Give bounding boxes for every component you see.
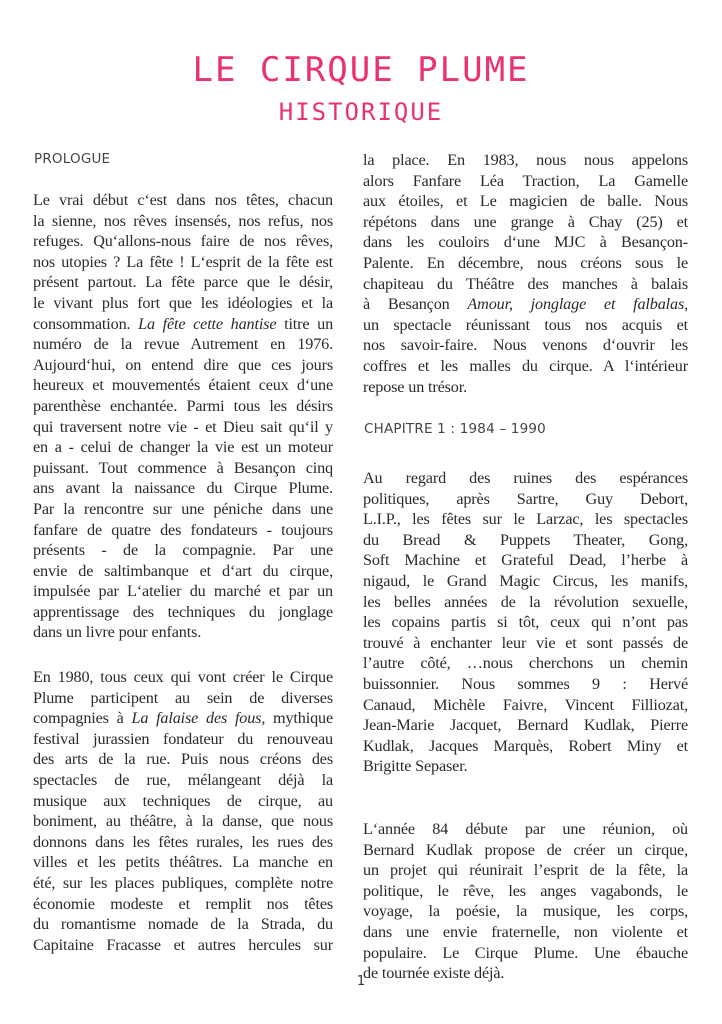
text-line [33,375,333,396]
text-segment: en a - celui de changer la vie est un moteur [33,438,333,457]
section-heading-chapitre-1: CHAPITRE 1 : 1984 – 1990 [364,421,546,437]
text-segment: nos utopies ? La fête ! L‘esprit de la fête est [33,252,333,271]
text-segment: , [684,295,689,314]
text-segment: un projet qui réunirait l’esprit de la fête, la [363,861,688,880]
text-line [33,437,333,458]
text-line [363,315,688,336]
text-segment: Brigitte Sepaser. [363,757,468,776]
text-segment: coffres et les malles du cirque. A l‘intérieur [363,356,688,375]
paragraph-chapitre1-p2 [363,819,688,984]
text-line [363,232,688,253]
text-line [33,729,333,750]
text-line [33,293,333,314]
text-segment: buissonnier. Nous sommes 9 : Hervé [363,674,688,693]
text-segment: trouvé à enchanter leur vie et sont passés de [363,633,688,652]
text-segment: numéro de la revue Autrement en 1976. [33,335,333,354]
text-segment: Par la rencontre sur une péniche dans une [33,499,333,518]
text-segment: Kudlak, Jacques Marquès, Robert Miny et [363,736,688,755]
text-segment: En 1980, tous ceux qui vont créer le Cirque [33,668,333,686]
text-line [33,914,333,935]
text-segment: consommation. [33,314,139,333]
text-line [363,881,688,902]
text-line [33,770,333,791]
text-segment: compagnies à [33,709,132,728]
paragraph-prologue-p2 [33,667,333,955]
text-segment: apprentissage des techniques du jonglage [33,602,333,621]
text-line [363,571,688,592]
text-segment: alors Fanfare Léa Traction, La Gamelle [363,171,688,190]
text-line [363,377,688,398]
text-line [33,334,333,355]
paragraph-chapitre1-p1 [363,468,688,777]
text-line [33,190,333,211]
text-segment: répétons dans une grange à Chay (25) et [363,212,688,231]
text-segment: économie modeste et remplit nos têtes [33,894,333,913]
text-line [363,150,688,171]
text-segment: , mythique [261,709,333,728]
text-segment: Capitaine Fracasse et autres hercules sur [33,935,333,954]
text-line [33,211,333,232]
text-segment: Aujourd‘hui, on entend dire que ces jours [33,355,333,374]
text-segment: aux étoiles, et Le magicien de balle. Nous [363,192,688,211]
text-segment: villes et les petits théâtres. La manche en [33,853,333,872]
section-heading-prologue: PROLOGUE [34,151,111,167]
text-line [33,417,333,438]
text-segment: repose un trésor. [363,377,467,396]
text-segment: du Bread & Puppets Theater, Gong, [363,530,688,549]
text-segment: l’autre côté, …nous cherchons un chemin [363,654,688,673]
text-segment: dans un livre pour enfants. [33,623,202,642]
text-segment: Canaud, Michèle Faivre, Vincent Filliozat, [363,695,688,714]
text-segment: chapiteau du Théâtre des manches à balais [363,274,688,293]
italic-title: La fête cette hantise [138,314,277,333]
text-segment: populaire. Le Cirque Plume. Une ébauche [363,943,688,962]
text-segment: ans avant la naissance du Cirque Plume. [33,479,333,498]
text-line [33,688,333,709]
text-segment: Palente. En décembre, nous créons sous le [363,253,688,272]
text-segment: dans les couloirs d‘une MJC à Besançon- [363,233,688,252]
text-segment: Jean-Marie Jacquet, Bernard Kudlak, Pierre [363,716,688,735]
text-segment: Plume participent au sein de diverses [33,688,333,707]
text-line [33,791,333,812]
text-segment: musique aux techniques de cirque, au [33,791,333,810]
text-segment: L.I.P., les fêtes sur le Larzac, les spectacles [363,510,688,529]
italic-title: La falaise des fous [131,709,262,728]
text-line [33,520,333,541]
text-segment: les copains partis si tôt, ceux qui n’ont pas [363,613,688,632]
document-title: LE CIRQUE PLUME [192,50,530,90]
text-segment: du romantisme nomade de la Strada, du [33,915,333,934]
text-line [363,530,688,551]
text-segment: à Besançon [363,295,468,314]
text-line [33,231,333,252]
text-line [33,852,333,873]
text-segment: heureux et mouvementés étaient ceux d‘une [33,376,333,395]
text-line [363,695,688,716]
text-line [363,489,688,510]
text-line [363,335,688,356]
text-segment: spectacles de rue, mélangeant déjà la [33,770,333,789]
text-line [363,736,688,757]
text-line [33,935,333,956]
text-line [363,819,688,840]
document-subtitle: HISTORIQUE [278,98,444,126]
text-segment: Bernard Kudlak propose de créer un cirque, [363,840,688,859]
text-segment: refuges. Qu‘allons-nous faire de nos rêves, [33,232,333,251]
text-line [33,252,333,273]
text-line [33,894,333,915]
text-segment: voyage, la poésie, la musique, les corps, [363,902,688,921]
text-line [33,667,333,688]
page-number: 1 [356,974,366,989]
text-line [363,212,688,233]
text-segment: été, sur les places publiques, complète notre [33,873,333,892]
text-line [33,561,333,582]
text-segment: L‘année 84 débute par une réunion, où [363,820,688,838]
text-segment: la sienne, nos rêves insensés, nos refus, nos [33,211,333,230]
text-line [363,509,688,530]
text-line [363,468,688,489]
text-segment: puissant. Tout commence à Besançon cinq [33,458,333,477]
text-line [363,943,688,964]
text-line [363,612,688,633]
text-line [33,499,333,520]
text-line [33,622,333,643]
text-line [33,581,333,602]
text-segment: présents - de la compagnie. Par une [33,541,333,560]
text-segment: qui traversent notre vie - et Dieu sait qu‘il y [33,417,333,436]
text-line [33,458,333,479]
paragraph-prologue-p1 [33,190,333,643]
paragraph-prologue-p2-cont [363,150,688,397]
text-segment: nos savoir-faire. Nous venons d‘ouvrir les [363,336,688,355]
text-line [33,314,333,335]
text-line [363,674,688,695]
text-line [33,478,333,499]
text-line [363,756,688,777]
text-segment: présent partout. La fête parce que le désir, [33,273,333,292]
text-line [33,355,333,376]
text-line [33,540,333,561]
text-line [363,171,688,192]
text-line [363,860,688,881]
text-line [363,356,688,377]
text-segment: boniment, au théâtre, à la danse, que nous [33,812,333,831]
text-segment: un spectacle réunissant tous nos acquis et [363,315,688,334]
text-segment: dans une envie fraternelle, non violente et [363,922,688,941]
text-line [33,708,333,729]
text-line [363,653,688,674]
text-segment: les belles années de la révolution sexuelle, [363,592,688,611]
text-line [363,633,688,654]
text-line [33,602,333,623]
text-line [363,253,688,274]
text-segment: festival jurassien fondateur du renouveau [33,729,333,748]
text-line [363,592,688,613]
text-segment: politiques, après Sartre, Guy Debort, [363,489,688,508]
text-segment: Le vrai début c‘est dans nos têtes, chacun [33,191,333,209]
italic-title: Amour, jonglage et falbalas [467,295,685,314]
text-line [33,396,333,417]
text-line [363,840,688,861]
text-line [363,274,688,295]
text-segment: envie de saltimbanque et d‘art du cirque, [33,561,333,580]
text-segment: Soft Machine et Grateful Dead, l’herbe à [363,551,688,570]
text-line [363,922,688,943]
text-line [33,811,333,832]
text-line [363,550,688,571]
text-segment: le vivant plus fort que les idéologies et la [33,293,333,312]
text-line [363,715,688,736]
text-line [33,832,333,853]
text-line [33,272,333,293]
text-segment: nigaud, le Grand Magic Circus, les manifs, [363,571,688,590]
text-line [33,749,333,770]
text-segment: fanfare de quatre des fondateurs - toujours [33,520,333,539]
text-segment: la place. En 1983, nous nous appelons [363,151,688,169]
text-segment: parenthèse enchantée. Parmi tous les désirs [33,396,333,415]
text-segment: impulsée par L‘atelier du marché et par un [33,582,333,601]
text-segment: politique, le rêve, les anges vagabonds, le [363,881,688,900]
text-line [33,873,333,894]
text-segment: titre un [276,314,334,333]
text-segment: Au regard des ruines des espérances [363,469,688,487]
text-line [363,294,688,315]
text-segment: donnons dans les fêtes rurales, les rues des [33,832,333,851]
text-segment: des arts de la rue. Puis nous créons des [33,750,333,769]
text-segment: de tournée existe déjà. [363,964,505,983]
text-line [363,191,688,212]
text-line [363,901,688,922]
